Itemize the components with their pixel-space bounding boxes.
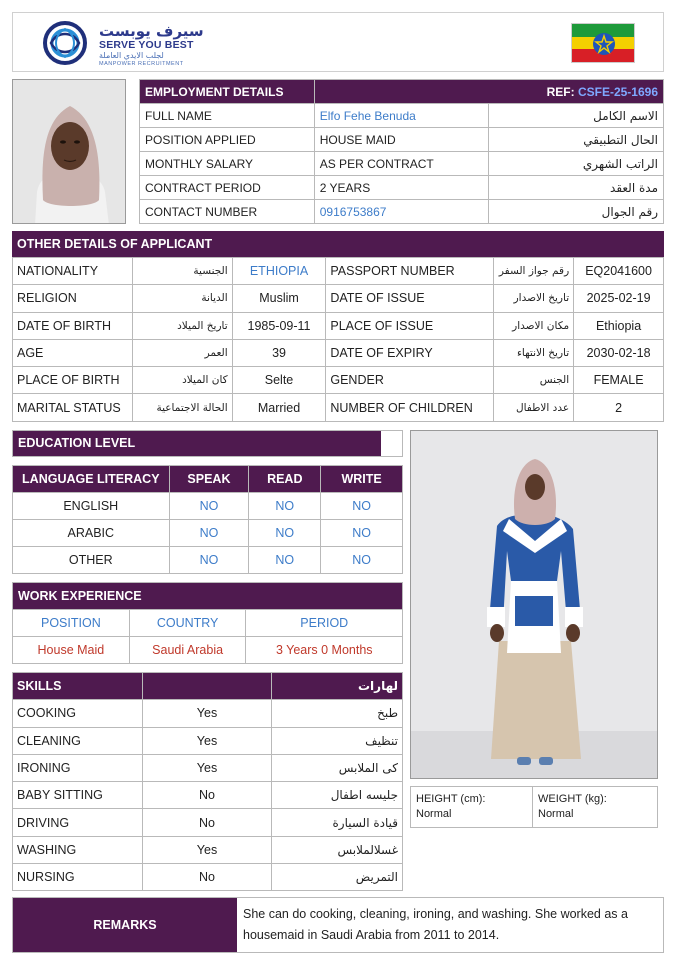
work-experience-row: [13, 637, 403, 664]
skills-title-arabic: لهارات: [272, 673, 403, 700]
language-row: [13, 547, 403, 574]
column-header: COUNTRY: [129, 610, 246, 637]
skill-name: IRONING: [13, 754, 143, 781]
skill-name: COOKING: [13, 700, 143, 727]
skill-value: No: [142, 809, 272, 836]
read-value: NO: [249, 547, 321, 574]
expiry-date-value: 2030-02-18: [574, 339, 664, 366]
marital-status-value: Married: [232, 394, 326, 421]
skill-value: Yes: [142, 754, 272, 781]
detail-label: DATE OF BIRTH: [13, 312, 133, 339]
language-name: ENGLISH: [13, 493, 170, 520]
detail-label-arabic: الديانة: [132, 285, 232, 312]
write-value: NO: [321, 547, 403, 574]
detail-label-arabic: الجنسية: [132, 258, 232, 285]
language-name: ARABIC: [13, 520, 170, 547]
skill-row: [13, 700, 403, 727]
skill-name: NURSING: [13, 864, 143, 891]
skill-name-arabic: غسلالملابس: [272, 836, 403, 863]
column-header: READ: [249, 466, 321, 493]
column-header: WRITE: [321, 466, 403, 493]
skill-row: [13, 782, 403, 809]
detail-label-arabic: كان الميلاد: [132, 367, 232, 394]
detail-label: RELIGION: [13, 285, 133, 312]
applicant-headshot-photo: [12, 79, 126, 224]
weight-value: Normal: [538, 808, 574, 820]
work-period-value: 3 Years 0 Months: [246, 637, 403, 664]
skill-row: [13, 864, 403, 891]
ethiopia-flag-icon: [571, 23, 635, 63]
language-name: OTHER: [13, 547, 170, 574]
issue-date-value: 2025-02-19: [574, 285, 664, 312]
detail-label: PLACE OF ISSUE: [326, 312, 494, 339]
nationality-value: ETHIOPIA: [232, 258, 326, 285]
height-weight-box: [410, 786, 658, 828]
detail-row: [13, 258, 664, 285]
column-header: SPEAK: [169, 466, 249, 493]
work-experience-table: [12, 582, 403, 664]
reference-cell: [314, 80, 663, 104]
field-label-arabic: الحال التطبيقي: [489, 128, 664, 152]
skill-name-arabic: طبخ: [272, 700, 403, 727]
employment-row-contact: [140, 200, 664, 224]
field-label: FULL NAME: [140, 104, 315, 128]
gender-value: FEMALE: [574, 367, 664, 394]
skills-header-row: [13, 673, 403, 700]
skill-name-arabic: قيادة السيارة: [272, 809, 403, 836]
reference-label: REF:: [546, 84, 575, 99]
read-value: NO: [249, 493, 321, 520]
column-header: POSITION: [13, 610, 130, 637]
detail-label-arabic: عدد الاطفال: [494, 394, 574, 421]
logo-arabic-text: سيرف يوبست: [99, 22, 204, 40]
skills-title: SKILLS: [13, 673, 143, 700]
height-label: HEIGHT (cm):: [416, 793, 486, 805]
passport-number-value: EQ2041600: [574, 258, 664, 285]
detail-label-arabic: تاريخ الانتهاء: [494, 339, 574, 366]
remarks-text: She can do cooking, cleaning, ironing, and washing. She worked as a housemaid in Saudi Arabia from 2011 to 2014.: [243, 907, 628, 942]
header-bar: [12, 12, 664, 72]
detail-row: [13, 394, 664, 421]
field-label-arabic: الاسم الكامل: [489, 104, 664, 128]
place-of-issue-value: Ethiopia: [574, 312, 664, 339]
detail-label-arabic: تاريخ الميلاد: [132, 312, 232, 339]
skill-value: Yes: [142, 727, 272, 754]
language-literacy-table: [12, 465, 403, 574]
height-cell: [411, 787, 533, 827]
field-label: MONTHLY SALARY: [140, 152, 315, 176]
weight-label: WEIGHT (kg):: [538, 793, 607, 805]
other-details-table: [12, 257, 664, 422]
detail-row: [13, 285, 664, 312]
language-header-row: [13, 466, 403, 493]
birth-date-value: 1985-09-11: [232, 312, 326, 339]
skills-header-blank: [142, 673, 272, 700]
write-value: NO: [321, 520, 403, 547]
age-value: 39: [232, 339, 326, 366]
detail-label-arabic: الحالة الاجتماعية: [132, 394, 232, 421]
detail-label-arabic: الجنس: [494, 367, 574, 394]
skill-name: BABY SITTING: [13, 782, 143, 809]
contract-period-value: 2 YEARS: [314, 176, 489, 200]
read-value: NO: [249, 520, 321, 547]
company-logo-icon: [43, 21, 87, 65]
applicant-full-body-photo: [410, 430, 658, 779]
skill-name-arabic: جليسه اطفال: [272, 782, 403, 809]
salary-value: AS PER CONTRACT: [314, 152, 489, 176]
work-country-value: Saudi Arabia: [129, 637, 246, 664]
logo-arabic-subtitle: لجلب الايدي العاملة: [99, 51, 164, 60]
employment-row-position: [140, 128, 664, 152]
field-label: POSITION APPLIED: [140, 128, 315, 152]
skill-value: Yes: [142, 836, 272, 863]
detail-label-arabic: العمر: [132, 339, 232, 366]
skill-name-arabic: تنظيف: [272, 727, 403, 754]
employment-row-salary: [140, 152, 664, 176]
speak-value: NO: [169, 493, 249, 520]
skill-row: [13, 836, 403, 863]
field-label: CONTRACT PERIOD: [140, 176, 315, 200]
height-value: Normal: [416, 808, 452, 820]
remarks-label: REMARKS: [13, 898, 237, 952]
detail-row: [13, 312, 664, 339]
skill-name: CLEANING: [13, 727, 143, 754]
detail-label: NUMBER OF CHILDREN: [326, 394, 494, 421]
field-label: CONTACT NUMBER: [140, 200, 315, 224]
employment-header-row: [140, 80, 664, 104]
column-header: LANGUAGE LITERACY: [13, 466, 170, 493]
work-position-value: House Maid: [13, 637, 130, 664]
skill-value: Yes: [142, 700, 272, 727]
religion-value: Muslim: [232, 285, 326, 312]
remarks-section: [12, 897, 664, 953]
employment-details-title: EMPLOYMENT DETAILS: [140, 80, 315, 104]
detail-label-arabic: رقم جواز السفر: [494, 258, 574, 285]
detail-label: MARITAL STATUS: [13, 394, 133, 421]
contact-number-value: 0916753867: [314, 200, 489, 224]
detail-row: [13, 339, 664, 366]
work-columns-row: [13, 610, 403, 637]
skill-name-arabic: التمريض: [272, 864, 403, 891]
full-name-value: Elfo Fehe Benuda: [314, 104, 489, 128]
other-details-title: OTHER DETAILS OF APPLICANT: [12, 231, 664, 257]
detail-label: PLACE OF BIRTH: [13, 367, 133, 394]
logo-english-subtitle: MANPOWER RECRUITMENT: [99, 61, 184, 67]
skill-value: No: [142, 782, 272, 809]
education-level-title: EDUCATION LEVEL: [13, 431, 381, 456]
skills-table: [12, 672, 403, 891]
detail-label: NATIONALITY: [13, 258, 133, 285]
logo-english-text: SERVE YOU BEST: [99, 39, 194, 51]
detail-label-arabic: مكان الاصدار: [494, 312, 574, 339]
employment-row-contract-period: [140, 176, 664, 200]
detail-label-arabic: تاريخ الاصدار: [494, 285, 574, 312]
weight-cell: [533, 787, 657, 827]
detail-label: PASSPORT NUMBER: [326, 258, 494, 285]
skill-row: [13, 754, 403, 781]
field-label-arabic: رقم الجوال: [489, 200, 664, 224]
skill-name: WASHING: [13, 836, 143, 863]
detail-label: AGE: [13, 339, 133, 366]
field-label-arabic: الراتب الشهري: [489, 152, 664, 176]
work-experience-title: WORK EXPERIENCE: [13, 583, 403, 610]
skill-name-arabic: كى الملابس: [272, 754, 403, 781]
education-level-section: [12, 430, 403, 457]
speak-value: NO: [169, 547, 249, 574]
speak-value: NO: [169, 520, 249, 547]
detail-label: DATE OF EXPIRY: [326, 339, 494, 366]
employment-details-table: [139, 79, 664, 224]
position-value: HOUSE MAID: [314, 128, 489, 152]
skill-row: [13, 727, 403, 754]
write-value: NO: [321, 493, 403, 520]
skill-name: DRIVING: [13, 809, 143, 836]
employment-row-full-name: [140, 104, 664, 128]
reference-number: CSFE-25-1696: [577, 84, 658, 99]
detail-label: DATE OF ISSUE: [326, 285, 494, 312]
skill-row: [13, 809, 403, 836]
detail-row: [13, 367, 664, 394]
field-label-arabic: مدة العقد: [489, 176, 664, 200]
detail-label: GENDER: [326, 367, 494, 394]
language-row: [13, 520, 403, 547]
language-row: [13, 493, 403, 520]
work-experience-header-row: [13, 583, 403, 610]
place-of-birth-value: Selte: [232, 367, 326, 394]
column-header: PERIOD: [246, 610, 403, 637]
skill-value: No: [142, 864, 272, 891]
children-count-value: 2: [574, 394, 664, 421]
